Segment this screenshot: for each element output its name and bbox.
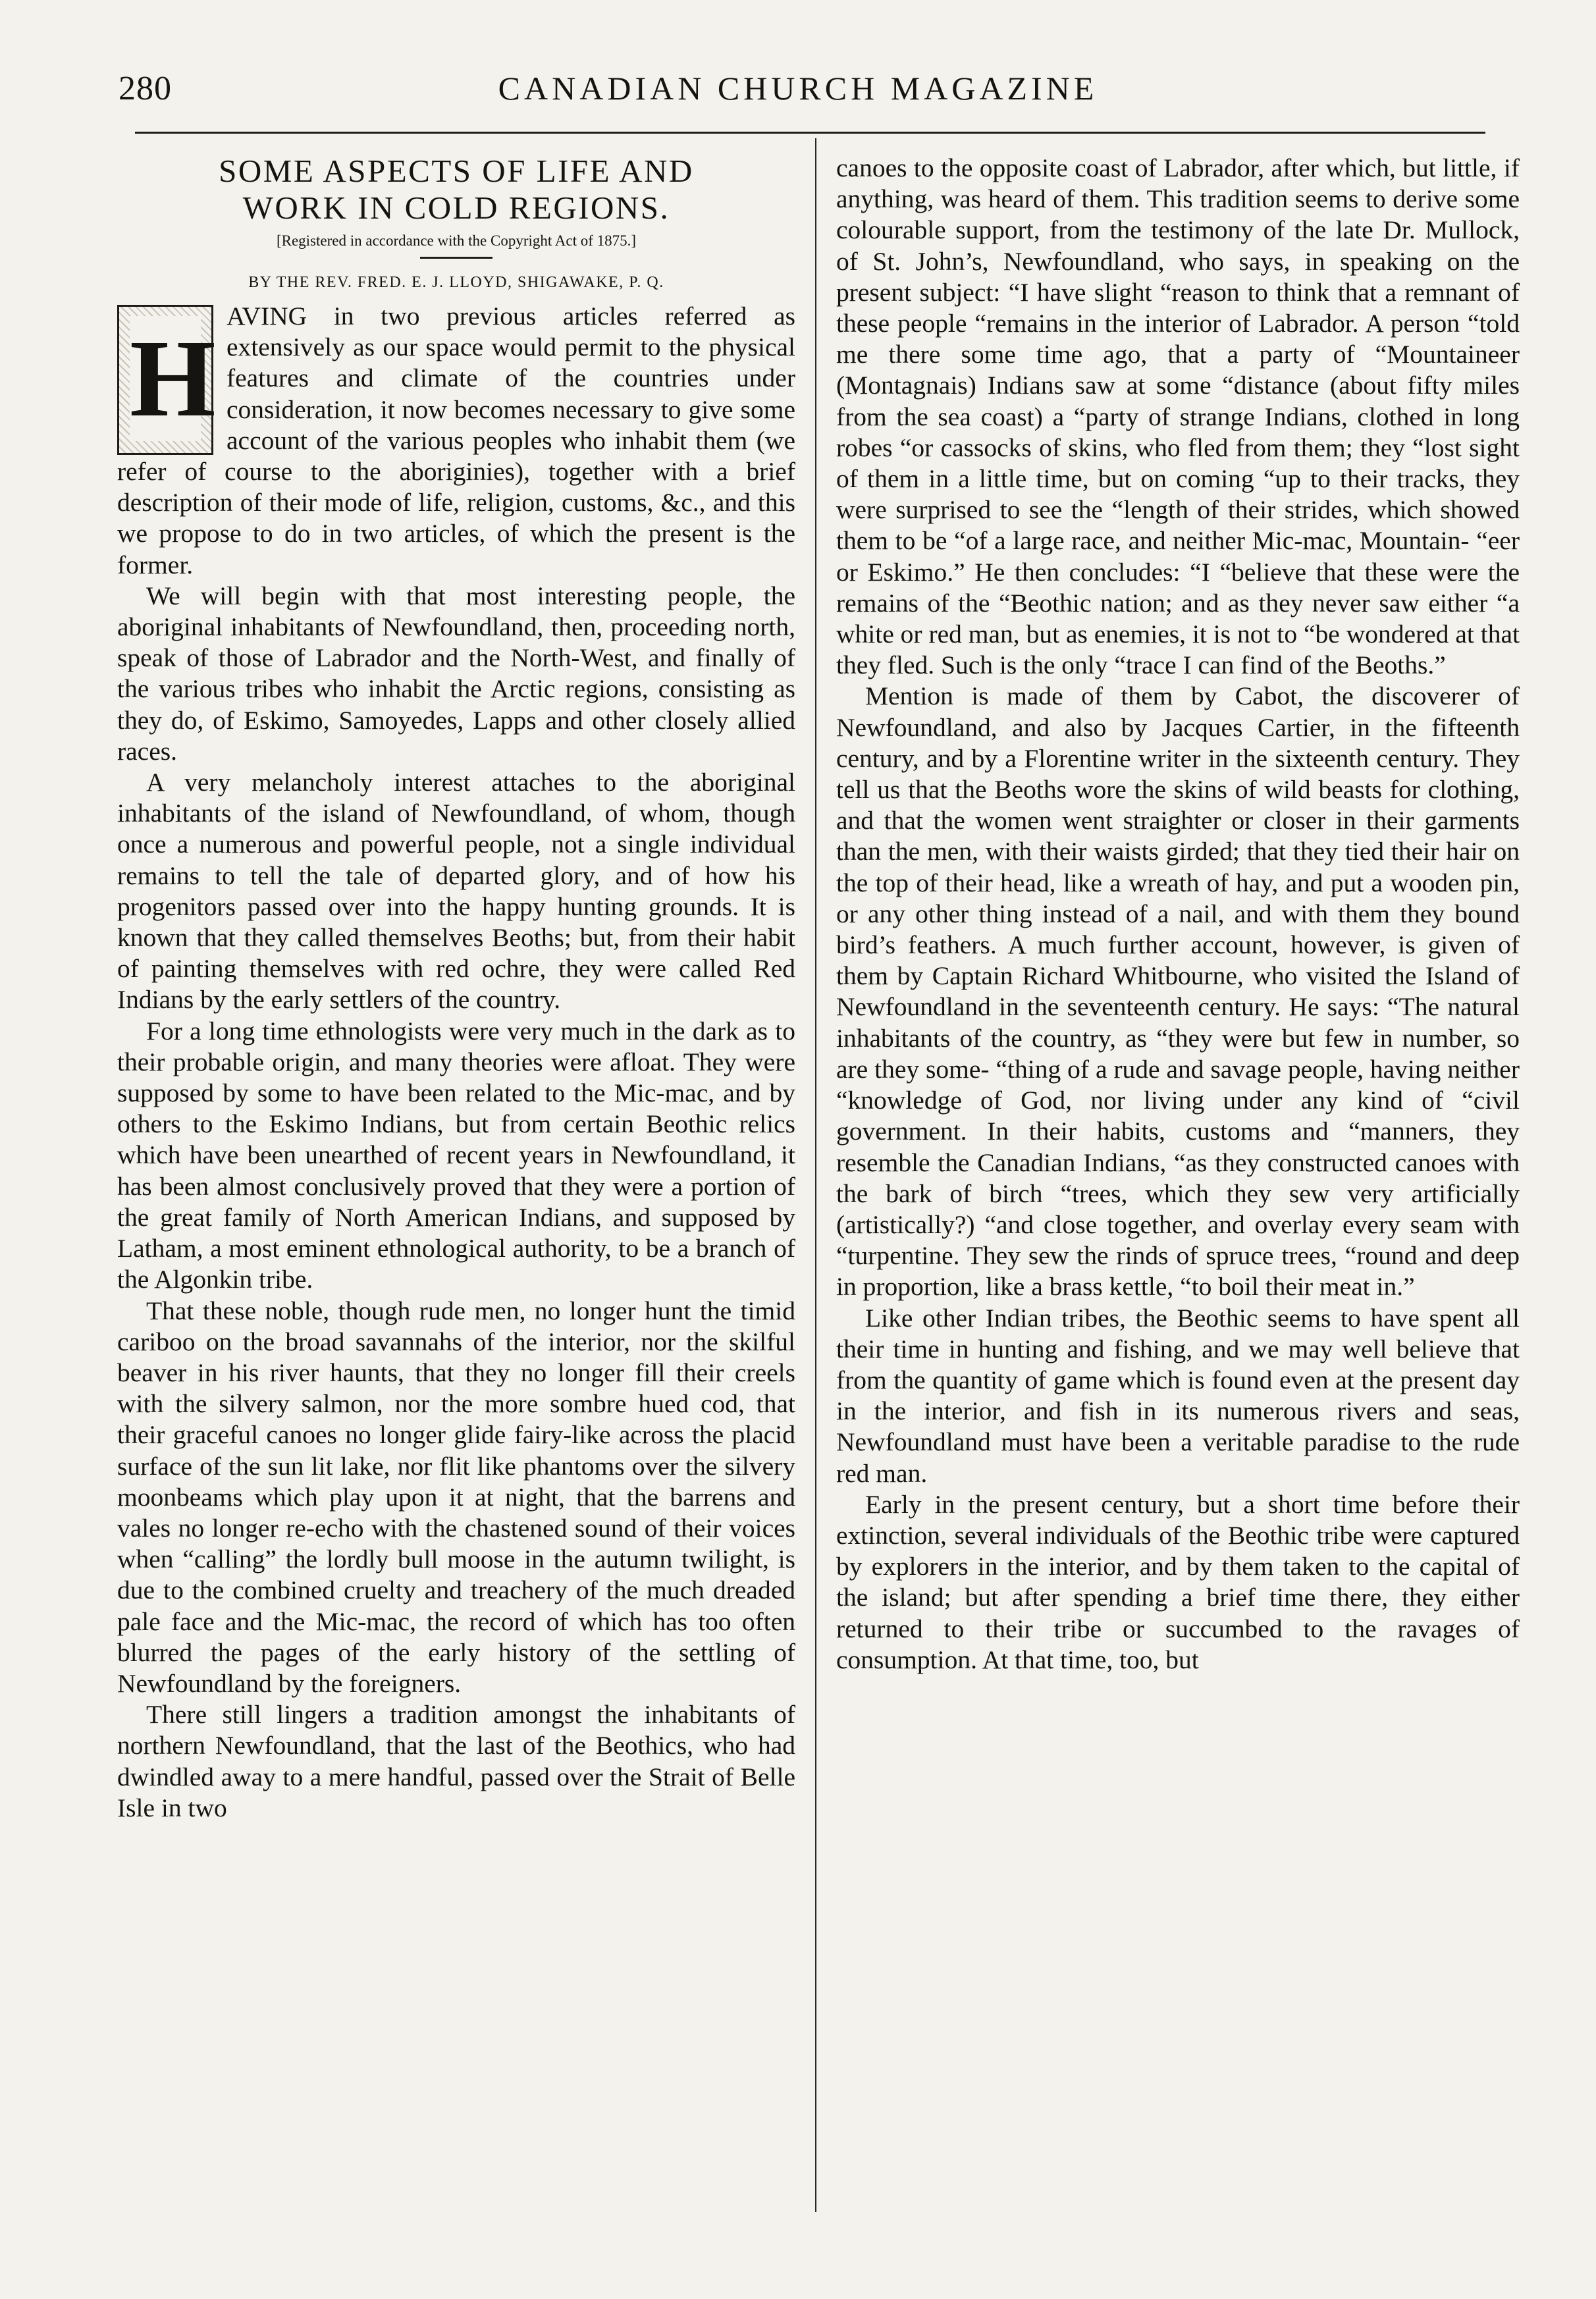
running-title: CANADIAN CHURCH MAGAZINE xyxy=(498,70,1098,107)
article-title-line2: WORK IN COLD REGIONS. xyxy=(242,190,670,226)
title-rule xyxy=(420,257,492,259)
page-header xyxy=(0,69,1596,122)
paragraph: Early in the present century, but a short time before their extinction, several individuals of the Beothic tribe were captured by explorers in the interior, and by them taken to the capital of the island; but after spending a brief time there, they either returned to their tribe or succumbed to the ravages of consumption. At that time, too, but xyxy=(836,1489,1520,1674)
paragraph: A very melancholy interest attaches to the aboriginal inhabitants of the island of Newfoundland, of whom, though once a numerous and powerful people, not a single individual remains to tell the tale of departed glory, and of how his progenitors passed over into the happy hunting grounds. It is known that they called themselves Beoths; but, from their habit of painting themselves with red ochre, they were called Red Indians by the early settlers of the country. xyxy=(117,768,795,1015)
dropcap-ornament xyxy=(117,305,216,455)
paragraph: canoes to the opposite coast of Labrador, after which, but little, if anything, was heard of them. This tradition seems to derive some colourable support, from the testimony of the late Dr. Mullock, of St. John’s, Newfoundland, who says, in speaking on the present subject: “I have slight “reason to think that a remnant of these people “remains in the interior of Labrador. A person “told me there some time ago, that a party of “Mountaineer (Montagnais) Indians saw at some “distance (about fifty miles from the sea coast) a “party of strange Indians, clothed in long robes “or cassocks of skins, who fled from them; they “lost sight of them in a little time, but on coming “up to their tracks, they were surprised to see the “length of their strides, which showed them to be “of a large race, and neither Mic-mac, Mountain- “eer or Eskimo.” He then concludes: “I “believe that these were the remains of the “Beothic nation; and as they never saw either “a white or red man, but as enemies, it is not to “be wondered at that they fled. Such is the only “trace I can find of the Beoths.” xyxy=(836,153,1520,680)
article-title xyxy=(117,153,795,226)
left-column xyxy=(117,153,795,1824)
paragraph: Mention is made of them by Cabot, the discoverer of Newfoundland, and also by Jacques Cartier, in the fifteenth century, and by a Florentine writer in the sixteenth century. They tell us that the Beoths wore the skins of wild beasts for clothing, and that the women went straighter or closer in their garments than the men, with their waists girded; that they tied their hair on the top of their head, like a wreath of hay, and put a wooden pin, or any other thing instead of a nail, and with them they bound bird’s feathers. A much further account, however, is given of them by Captain Richard Whitbourne, who visited the Island of Newfoundland in the seventeenth century. He says: “The natural inhabitants of the country, as “they were but few in number, so are they some- “thing of a rude and savage people, having neither “knowledge of God, nor living under any kind of “civil government. In their habits, customs and “manners, they resemble the Canadian Indians, “as they constructed canoes with the bark of birch “trees, which they sew very artificially (artistically?) “and close together, and overlay every seam with “turpentine. They sew the rinds of spruce trees, “round and deep in proportion, like a brass kettle, “to boil their meat in.” xyxy=(836,681,1520,1302)
page-number: 280 xyxy=(119,70,172,107)
paragraph: For a long time ethnologists were very much in the dark as to their probable origin, and many theories were afloat. They were supposed by some to have been related to the Mic-mac, and by others to the Eskimo Indians, but from certain Beothic relics which have been unearthed of recent years in Newfoundland, it has been almost conclusively proved that they were a portion of the great family of North American Indians, and supposed by Latham, a most eminent ethnological authority, to be a branch of the Algonkin tribe. xyxy=(117,1016,795,1294)
paragraph: AVING in two previous articles referred as extensively as our space would permit to the physical features and climate of the countries under consideration, it now becomes necessary to give some account of the various peoples who inhabit them (we refer of course to the aboriginies), together with a brief description of their mode of life, religion, customs, &c., and this we propose to do in two articles, of which the present is the former. xyxy=(117,302,795,579)
right-column xyxy=(836,153,1520,1676)
paragraph: We will begin with that most interesting people, the aboriginal inhabitants of Newfoundland, then, proceeding north, speak of those of Labrador and the North-West, and finally of the various tribes who inhabit the Arctic regions, consisting as they do, of Eskimo, Samoyedes, Lapps and other closely allied races. xyxy=(117,581,795,766)
column-divider xyxy=(815,138,816,2212)
byline: BY THE REV. FRED. E. J. LLOYD, SHIGAWAKE, P. Q. xyxy=(248,274,664,291)
paragraph: Like other Indian tribes, the Beothic seems to have spent all their time in hunting and fishing, and we may well believe that from the quantity of game which is found even at the present day in the interior, and fish in its numerous rivers and seas, Newfoundland must have been a veritable paradise to the rude red man. xyxy=(836,1303,1520,1488)
paragraph: That these noble, though rude men, no longer hunt the timid cariboo on the broad savannahs of the interior, nor the skilful beaver in his river haunts, that they no longer fill their creels with the silvery salmon, nor the more sombre hued cod, that their graceful canoes no longer glide fairy-like across the placid surface of the sun lit lake, nor flit like phantoms over the silvery moonbeams which play upon it at night, that the barrens and vales no longer re-echo with the chastened sound of their voices when “calling” the lordly bull moose in the autumn twilight, is due to the combined cruelty and treachery of the much dreaded pale face and the Mic-mac, the record of which has too often blurred the pages of the early history of the settling of Newfoundland by the foreigners. xyxy=(117,1296,795,1698)
dropcap-letter: H xyxy=(130,317,216,440)
paragraph: There still lingers a tradition amongst the inhabitants of northern Newfoundland, that the last of the Beothics, who had dwindled away to a mere handful, passed over the Strait of Belle Isle in two xyxy=(117,1700,795,1822)
article-title-line1: SOME ASPECTS OF LIFE AND xyxy=(219,153,694,189)
copyright-notice: [Registered in accordance with the Copyright Act of 1875.] xyxy=(276,232,637,249)
header-rule xyxy=(135,132,1485,134)
